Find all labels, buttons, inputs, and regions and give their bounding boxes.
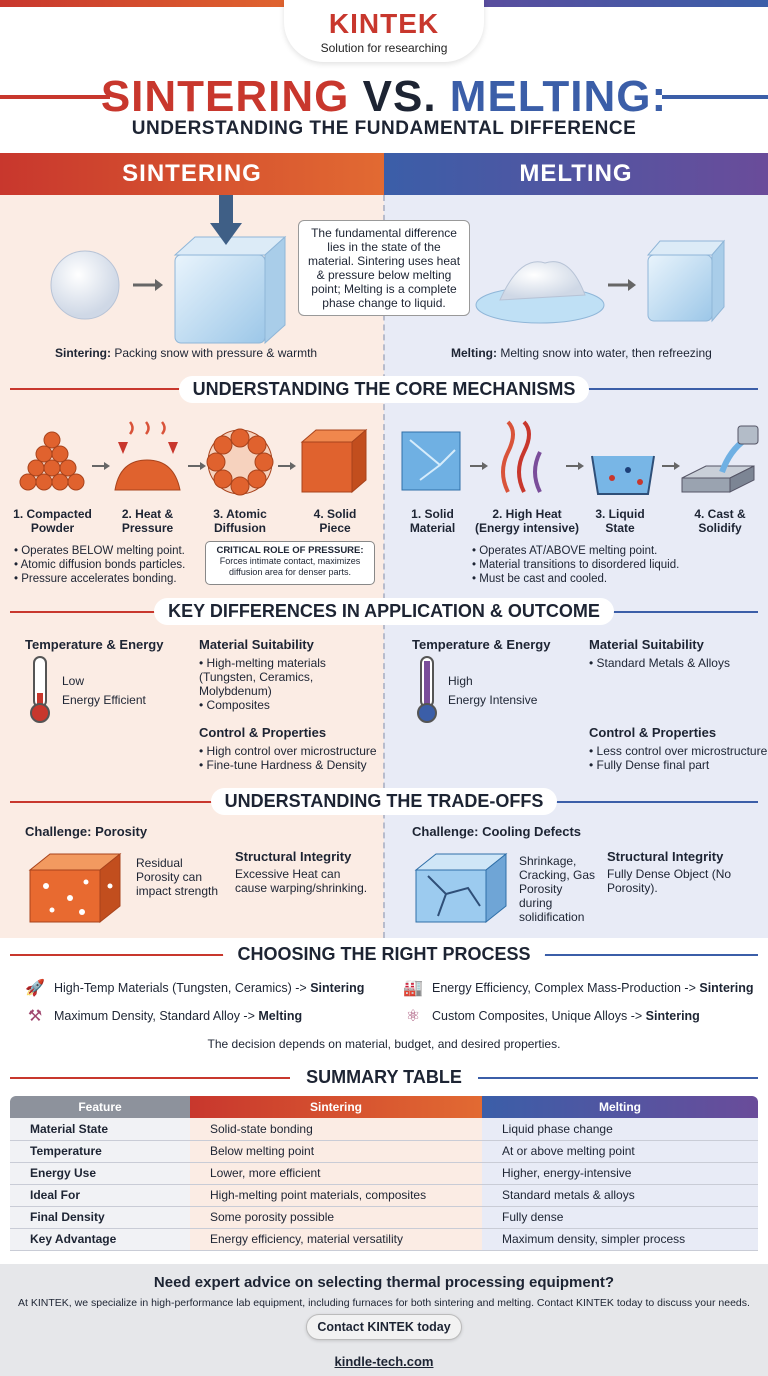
- choose-item: 🏭 Energy Efficiency, Complex Mass-Production -> Sintering: [402, 977, 754, 999]
- page-title: [0, 72, 768, 122]
- list-item: • Composites: [199, 698, 349, 712]
- bullet: • Operates BELOW melting point.: [14, 544, 185, 558]
- title-vs: VS.: [362, 72, 437, 121]
- melt-step-4: 4. Cast & Solidify: [694, 507, 746, 535]
- arrow-icon: [133, 279, 163, 291]
- snowball-icon: [51, 251, 119, 319]
- powder-pile-icon: [20, 432, 84, 490]
- arrow-icon: [92, 462, 110, 470]
- top-bar-right: [478, 0, 768, 7]
- title-melting: MELTING:: [449, 72, 668, 121]
- table-row: Ideal For High-melting point materials, composites Standard metals & alloys: [10, 1184, 758, 1206]
- high-heat-icon: [503, 422, 540, 492]
- left-control-heading: Control & Properties: [199, 725, 327, 740]
- right-temp-energy: Energy Intensive: [448, 693, 538, 707]
- right-temp-level: High: [448, 674, 473, 688]
- sintering-caption-text: Packing snow with pressure & warmth: [114, 346, 318, 360]
- ice-block-icon: [402, 432, 460, 490]
- porosity-challenge: Challenge: Porosity: [25, 824, 148, 839]
- melting-caption-text: Melting snow into water, then refreezing: [500, 346, 712, 360]
- melting-snow-icon: [476, 262, 604, 323]
- pressure-callout: [205, 541, 375, 585]
- left-temp-energy: Energy Efficient: [62, 693, 146, 707]
- cast-mold-icon: [682, 426, 758, 492]
- list-item: • Fine-tune Hardness & Density: [199, 758, 377, 772]
- sinter-bullets: [14, 544, 185, 586]
- sintering-band: SINTERING: [0, 153, 384, 195]
- page-subtitle: UNDERSTANDING THE FUNDAMENTAL DIFFERENCE: [131, 118, 637, 139]
- cooling-challenge: Challenge: Cooling Defects: [412, 824, 582, 839]
- melt-bullets: [472, 544, 679, 586]
- list-item: • High control over microstructure: [199, 744, 377, 758]
- footer-text: At KINTEK, we specialize in high-performance lab equipment, including furnaces for both sintering and melting. Contact KINTEK today to discuss your needs.: [18, 1297, 750, 1309]
- left-control-list: [199, 744, 377, 772]
- sinter-step-3: 3. Atomic Diffusion: [213, 507, 267, 535]
- col-header-feature: Feature: [10, 1096, 190, 1118]
- left-temp-heading: Temperature & Energy: [25, 637, 164, 652]
- choose-item: ⚒ Maximum Density, Standard Alloy -> Melting: [24, 1005, 302, 1027]
- rocket-icon: 🚀: [25, 980, 45, 997]
- liquid-beaker-icon: [592, 456, 654, 494]
- website-link[interactable]: kindle-tech.com: [334, 1354, 434, 1369]
- porous-cube-icon: [22, 846, 134, 926]
- table-row: Temperature Below melting point At or above melting point: [10, 1140, 758, 1162]
- bullet: • Material transitions to disordered liquid.: [472, 558, 679, 572]
- porosity-note: Residual Porosity can impact strength: [136, 856, 219, 898]
- sinter-step-2: 2. Heat & Pressure: [121, 507, 174, 535]
- solid-piece-icon: [302, 430, 366, 492]
- arrow-icon: [278, 462, 296, 470]
- right-control-heading: Control & Properties: [589, 725, 717, 740]
- list-item: • Fully Dense final part: [589, 758, 767, 772]
- ice-cube-icon: [175, 237, 285, 343]
- choose-item: 🚀 High-Temp Materials (Tungsten, Ceramics) -> Sintering: [24, 977, 364, 999]
- fundamental-difference-callout: The fundamental difference lies in the state of the material. Sintering uses heat & pressure below melting point; Melting is a complete phase change to liquid.: [298, 220, 470, 316]
- composite-icon: ⚛: [405, 1008, 421, 1025]
- table-row: Final Density Some porosity possible Fully dense: [10, 1206, 758, 1228]
- col-header-sintering: Sintering: [190, 1096, 482, 1118]
- arrow-icon: [566, 462, 584, 470]
- table-row: Material State Solid-state bonding Liquid phase change: [10, 1118, 758, 1140]
- left-suit-list: [199, 656, 349, 712]
- mechanism-illustrations: [0, 420, 768, 506]
- sintering-caption: [55, 346, 317, 360]
- bullet: • Operates AT/ABOVE melting point.: [472, 544, 679, 558]
- melting-band: MELTING: [384, 153, 768, 195]
- table-row: Energy Use Lower, more efficient Higher, energy-intensive: [10, 1162, 758, 1184]
- pressure-title: CRITICAL ROLE OF PRESSURE:: [216, 545, 364, 556]
- heat-pressure-icon: [115, 422, 180, 490]
- melt-step-1: 1. Solid Material: [409, 507, 456, 535]
- table-row: Key Advantage Energy efficiency, material versatility Maximum density, simpler process: [10, 1228, 758, 1250]
- arrow-icon: [470, 462, 488, 470]
- melting-caption: [451, 346, 712, 360]
- footer-question: Need expert advice on selecting thermal processing equipment?: [153, 1274, 615, 1291]
- choosing-note: The decision depends on material, budget, and desired properties.: [207, 1037, 561, 1051]
- melting-caption-label: Melting:: [451, 346, 497, 360]
- application-heading: KEY DIFFERENCES IN APPLICATION & OUTCOME: [0, 598, 768, 625]
- contact-button[interactable]: Contact KINTEK today: [306, 1314, 462, 1340]
- sintering-caption-label: Sintering:: [55, 346, 111, 360]
- choose-item: ⚛ Custom Composites, Unique Alloys -> Sintering: [402, 1005, 700, 1027]
- tradeoffs-heading: UNDERSTANDING THE TRADE-OFFS: [0, 788, 768, 815]
- mechanisms-heading: UNDERSTANDING THE CORE MECHANISMS: [0, 376, 768, 403]
- right-suit-list: [589, 656, 730, 670]
- list-item: • Less control over microstructure: [589, 744, 767, 758]
- sinter-step-4: 4. Solid Piece: [313, 507, 357, 535]
- left-integrity-text: Excessive Heat can cause warping/shrinking.: [235, 867, 368, 895]
- pressure-text: Forces intimate contact, maximizes diffusion area for denser parts.: [219, 556, 361, 577]
- right-control-list: [589, 744, 767, 772]
- high-thermometer-icon: [413, 655, 443, 725]
- arrow-icon: [608, 279, 636, 291]
- summary-table: [10, 1096, 758, 1251]
- list-item: • High-melting materials (Tungsten, Ceramics, Molybdenum): [199, 656, 349, 698]
- list-item: • Standard Metals & Alloys: [589, 656, 730, 670]
- arrow-icon: [188, 462, 206, 470]
- col-header-melting: Melting: [482, 1096, 758, 1118]
- atomic-diffusion-icon: [207, 429, 273, 495]
- right-integrity-text: Fully Dense Object (No Porosity).: [607, 867, 732, 895]
- tagline: Solution for researching: [320, 41, 448, 55]
- cracked-cube-icon: [408, 846, 520, 926]
- melt-step-2: 2. High Heat (Energy intensive): [474, 507, 580, 535]
- ice-cube-icon: [648, 241, 724, 321]
- kintek-logo: KINTEK: [328, 8, 440, 39]
- choosing-heading: CHOOSING THE RIGHT PROCESS: [0, 941, 768, 968]
- left-suit-heading: Material Suitability: [199, 637, 314, 652]
- top-bar-left: [0, 0, 300, 7]
- right-suit-heading: Material Suitability: [589, 637, 704, 652]
- bullet: • Must be cast and cooled.: [472, 572, 679, 586]
- left-temp-level: Low: [62, 674, 85, 688]
- title-sintering: SINTERING: [100, 72, 350, 121]
- right-integrity-heading: Structural Integrity: [607, 849, 724, 864]
- cooling-note: Shrinkage, Cracking, Gas Porosity during solidification: [519, 854, 596, 924]
- arrow-icon: [662, 462, 680, 470]
- left-integrity-heading: Structural Integrity: [235, 849, 352, 864]
- right-temp-heading: Temperature & Energy: [412, 637, 551, 652]
- low-thermometer-icon: [26, 655, 56, 725]
- bullet: • Atomic diffusion bonds particles.: [14, 558, 185, 572]
- sinter-step-1: 1. Compacted Powder: [13, 507, 92, 535]
- summary-heading: SUMMARY TABLE: [0, 1064, 768, 1091]
- anvil-icon: ⚒: [27, 1008, 43, 1025]
- melt-step-3: 3. Liquid State: [595, 507, 645, 535]
- factory-icon: 🏭: [403, 980, 423, 997]
- bullet: • Pressure accelerates bonding.: [14, 572, 185, 586]
